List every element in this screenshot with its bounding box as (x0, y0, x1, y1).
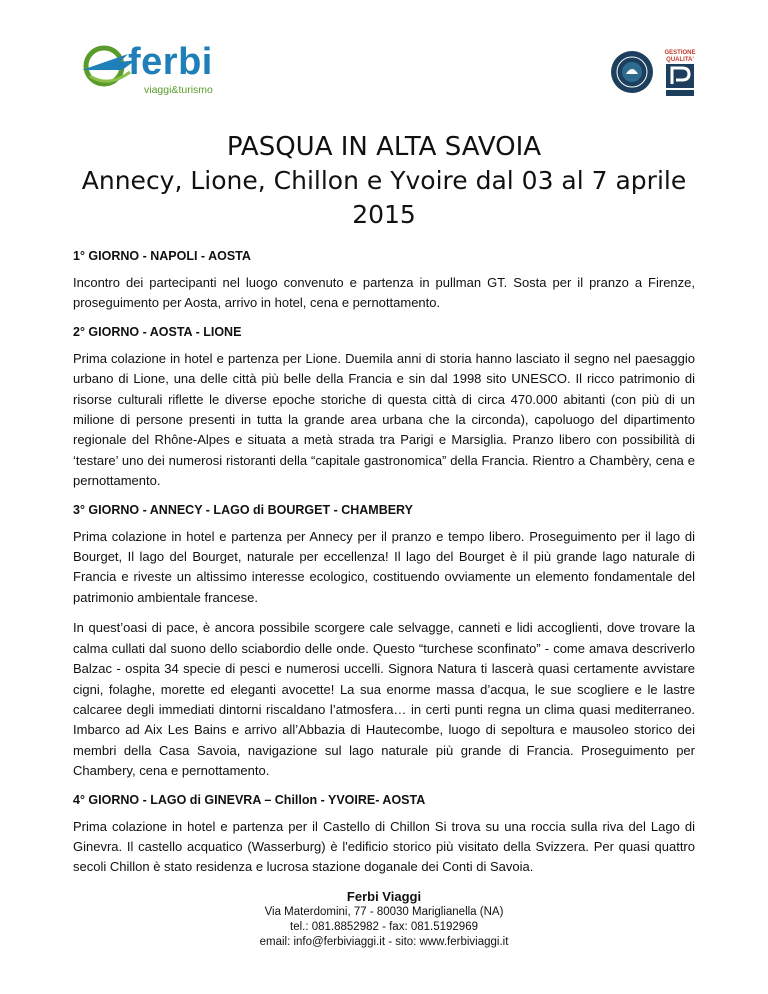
day-1-section (73, 248, 695, 314)
logo-name: ferbi (128, 41, 213, 83)
itinerary-body (73, 118, 695, 888)
day-4-section (73, 792, 695, 878)
quality-label-1: GESTIONE (664, 50, 696, 56)
certification-badges (610, 50, 700, 98)
footer-contacts: email: info@ferbiviaggi.it - sito: www.ferbiviaggi.it (259, 936, 509, 948)
quality-badge (658, 50, 702, 98)
day-heading: 4° GIORNO - LAGO di GINEVRA – Chillon - YVOIRE- AOSTA (73, 792, 426, 807)
day-heading: 2° GIORNO - AOSTA - LIONE (73, 324, 242, 339)
day-paragraph: Prima colazione in hotel e partenza per il Castello di Chillon Si trova su una roccia sulla riva del Lago di Ginevra. Il castello acquatico (Wasserburg) è l'edificio storico più visitato della Svizzera. Per quasi quattro secoli Chillon è stato residenza e lucrosa stazione doganale dei Conti di Savoia. (73, 818, 695, 875)
logo-tagline: viaggi&turismo (144, 84, 213, 96)
accredia-seal-icon (610, 50, 654, 94)
letterhead-footer (0, 888, 768, 950)
letterhead (0, 0, 768, 110)
document-subtitle: Annecy, Lione, Chillon e Yvoire dal 03 al 7 aprile 2015 (81, 166, 687, 229)
day-2-section (73, 324, 695, 492)
day-3-section (73, 502, 695, 782)
footer-company: Ferbi Viaggi (346, 889, 422, 904)
day-paragraph: Prima colazione in hotel e partenza per Lione. Duemila anni di storia hanno lasciato il segno nel paesaggio urbano di Lione, una delle città più belle della Francia e sin dal 1998 sito UNESCO. Il ricco patrimonio di risorse culturali riflette le diverse epoche storiche di questa città di circa 470.000 abitanti (con più di un milione di persone presenti in tutta la grande area urbana che la circonda), capoluogo del dipartimento regionale del Rhône-Alpes e situata a metà strada tra Parigi e Marsiglia. Pranzo libero con possibilità di ‘testare’ uno dei numerosi ristoranti della “capitale gastronomica” della Francia. Rientro a Chambèry, cena e pernottamento. (73, 350, 695, 489)
day-heading: 3° GIORNO - ANNECY - LAGO di BOURGET - CHAMBERY (73, 502, 413, 517)
day-heading: 1° GIORNO - NAPOLI - AOSTA (73, 249, 251, 263)
footer-phones: tel.: 081.8852982 - fax: 081.5192969 (290, 921, 478, 933)
day-paragraph: Incontro dei partecipanti nel luogo convenuto e partenza in pullman GT. Sosta per il pranzo a Firenze, proseguimento per Aosta, arrivo in hotel, cena e pernottamento. (73, 275, 695, 311)
ferbi-logo (80, 40, 240, 102)
day-paragraph: Prima colazione in hotel e partenza per Annecy per il pranzo e tempo libero. Proseguimento per il lago di Bourget, Il lago del Bourget, naturale per eccellenza! Il lago del Bourget è il più grande lago naturale di Francia e riveste un altissimo interesse ecologico, costituendo ovviamente un elemento fondamentale del patrimonio ambientale francese. (73, 528, 695, 605)
footer-address: Via Materdomini, 77 - 80030 Mariglianella (NA) (264, 906, 504, 918)
day-paragraph: In quest’oasi di pace, è ancora possibile scorgere cale selvagge, canneti e lidi accoglienti, dove trovare la calma cullati dal suono dello sciabordio delle onde. Questo “turchese sconfinato” - come amava descriverlo Balzac - ospita 34 specie di pesci e numerosi uccelli. Signora Natura ti lascerà quasi certamente avvistare cigni, folaghe, morette ed eleganti avocette! La sua enorme massa d’acqua, le sue scogliere e le lastre calcaree degli immediati dintorni riscaldano l’atmosfera… in certi punti regna un clima quasi mediterraneo. Imbarco ad Aix Les Bains e arrivo all’Abbazia di Hautecombe, luogo di sepoltura e mausoleo storico dei membri della Casa Savoia, navigazione sul lago naturale più grande di Francia. Proseguimento per Chambery, cena e pernottamento. (73, 620, 695, 779)
document-title: PASQUA IN ALTA SAVOIA (226, 132, 542, 162)
quality-label-2: QUALITA' (666, 57, 694, 63)
quality-mark-icon (666, 64, 694, 96)
